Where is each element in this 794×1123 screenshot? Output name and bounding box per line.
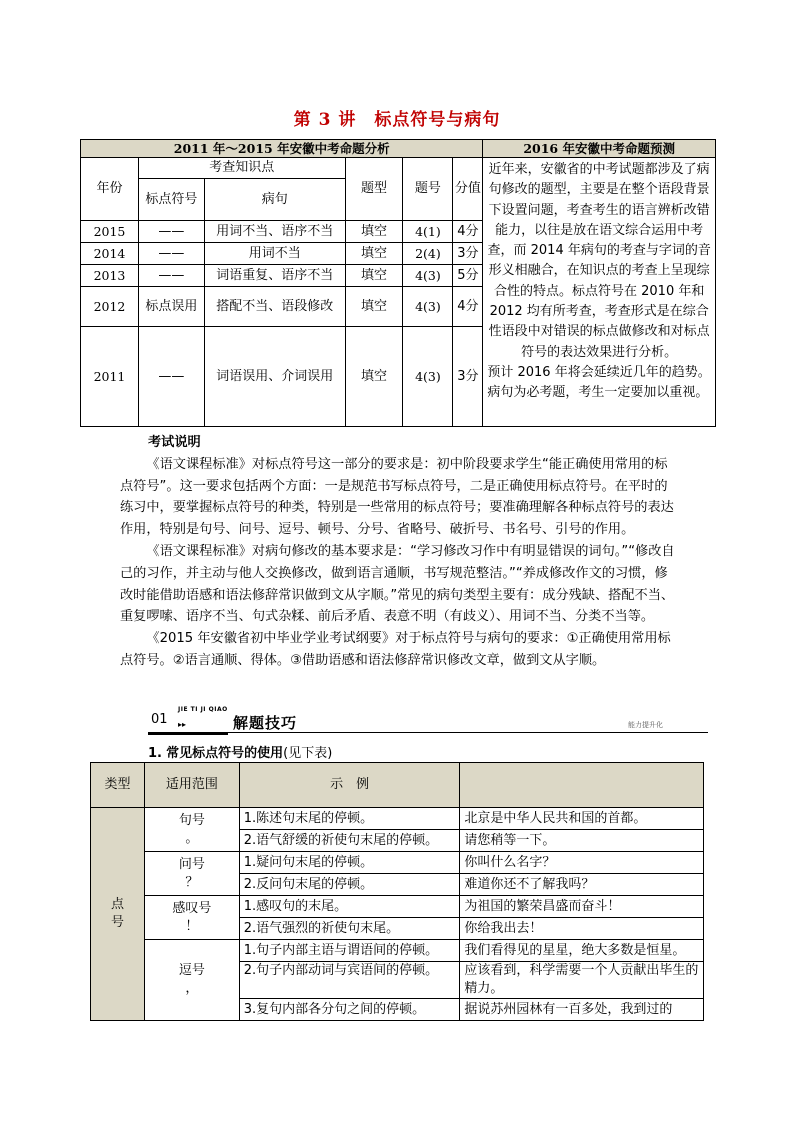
punct-cell: —— bbox=[138, 221, 204, 243]
qno-cell: 4(3) bbox=[403, 287, 453, 327]
usage-cell: 3.复句内部各分句之间的停顿。 bbox=[239, 999, 460, 1021]
punct-cell: —— bbox=[138, 243, 204, 265]
usage-cell: 1.陈述句末尾的停顿。 bbox=[239, 808, 460, 830]
table-row bbox=[91, 896, 704, 918]
year-cell: 2012 bbox=[81, 287, 139, 327]
punct-cell: —— bbox=[138, 265, 204, 287]
example-cell: 应该看到，科学需要一个人贡献出毕生的精力。 bbox=[460, 962, 704, 999]
type-label: 点号 bbox=[110, 897, 124, 930]
score-cell: 4分 bbox=[453, 287, 483, 327]
paragraph-sentence: 《语文课程标准》对病句修改的基本要求是：“学习修改习作中有明显错误的词句。”“修改自己的习作，并主动与他人交换修改，做到语言通顺，书写规范整洁。”“养成修改作文的习惯，修改时能借助语感和语法修辞常识做到文从字顺。”常见的病句类型主要有：成分残缺、搭配不当、重复啰嗦、语序不当、句式杂糅、前后矛盾、表意不明（有歧义）、用词不当、分类不当等。 bbox=[120, 543, 675, 625]
example-cell: 请您稍等一下。 bbox=[460, 830, 704, 852]
col-year: 年份 bbox=[81, 158, 139, 221]
qno-cell: 4(1) bbox=[403, 221, 453, 243]
example-cell: 难道你还不了解我吗？ bbox=[460, 874, 704, 896]
score-cell: 3分 bbox=[453, 327, 483, 427]
col-type: 题型 bbox=[345, 158, 403, 221]
mark-symbol: ？ bbox=[185, 874, 199, 890]
banner-number: 01 bbox=[151, 712, 168, 727]
table-row bbox=[91, 940, 704, 962]
page-title: 第 3 讲 标点符号与病句 bbox=[293, 110, 501, 130]
paragraph-punctuation: 《语文课程标准》对标点符号这一部分的要求是：初中阶段要求学生“能正确使用常用的标点符号”。这一要求包括两个方面：一是规范书写标点符号，二是正确使用标点符号。在平时的练习中，要掌握标点符号的种类，特别是一些常用的标点符号；要准确理解各种标点符号的表达作用，特别是句号、问号、逗号、顿号、分号、省略号、破折号、书名号、引号的作用。 bbox=[120, 456, 674, 538]
col-score: 分值 bbox=[453, 158, 483, 221]
table-row bbox=[91, 808, 704, 830]
mark-symbol: 。 bbox=[185, 830, 199, 846]
mark-cell-exclamation bbox=[144, 896, 239, 940]
mark-cell-question bbox=[144, 852, 239, 896]
usage-cell: 1.感叹句的末尾。 bbox=[239, 896, 460, 918]
mark-cell-period bbox=[144, 808, 239, 852]
usage-cell: 2.语气舒缓的祈使句末尾的停顿。 bbox=[239, 830, 460, 852]
prediction-conclusion: 预计 2016 年将会延续近几年的趋势。病句为必考题，考生一定要加以重视。 bbox=[487, 364, 711, 401]
example-cell: 我们看得见的星星，绝大多数是恒星。 bbox=[460, 940, 704, 962]
header-example: 示 例 bbox=[239, 763, 460, 808]
col-sentence: 病句 bbox=[204, 179, 345, 221]
banner-subtitle: 能力提升化 bbox=[628, 721, 663, 729]
mark-name: 感叹号 bbox=[172, 900, 212, 916]
type-cell bbox=[91, 808, 145, 1021]
score-cell: 3分 bbox=[453, 243, 483, 265]
qno-cell: 4(3) bbox=[403, 265, 453, 287]
sentence-cell: 搭配不当、语段修改 bbox=[204, 287, 345, 327]
punct-cell: —— bbox=[138, 327, 204, 427]
type-cell: 填空 bbox=[345, 287, 403, 327]
qno-cell: 2(4) bbox=[403, 243, 453, 265]
qno-cell: 4(3) bbox=[403, 327, 453, 427]
header-type: 类型 bbox=[91, 763, 145, 808]
mark-name: 句号 bbox=[178, 812, 205, 828]
mark-name: 逗号 bbox=[178, 963, 205, 978]
section-title: 常见标点符号的使用 bbox=[166, 746, 284, 761]
example-cell: 你给我出去！ bbox=[460, 918, 704, 940]
year-cell: 2014 bbox=[81, 243, 139, 265]
mark-name: 问号 bbox=[178, 856, 205, 872]
double-arrow-icon: ▸▸ bbox=[178, 720, 187, 729]
banner-accent-bar bbox=[148, 732, 228, 735]
type-cell: 填空 bbox=[345, 221, 403, 243]
year-cell: 2011 bbox=[81, 327, 139, 427]
col-qno: 题号 bbox=[403, 158, 453, 221]
sentence-cell: 用词不当、语序不当 bbox=[204, 221, 345, 243]
section-banner bbox=[148, 706, 708, 736]
analysis-header: 2011 年～2015 年安徽中考命题分析 bbox=[81, 140, 483, 158]
section-note: (见下表) bbox=[283, 746, 333, 761]
prediction-text: 近年来，安徽省的中考试题都涉及了病句修改的题型，主要是在整个语段背景下设置问题，考查考生的语言辨析改错能力，以往是放在语文综合运用中考查，而 2014 年病句的考查与字词的音形义相融合，在知识点的考查上呈现综合性的特点。标点符号在 2010 年和 2012 均有所考查，考查形式是在综合性语段中对错误的标点做修改和对标点符号的表达效果进行分析。 bbox=[487, 162, 711, 360]
mark-symbol: ！ bbox=[185, 918, 199, 934]
section-heading bbox=[148, 742, 332, 761]
usage-cell: 2.句子内部动词与宾语间的停顿。 bbox=[239, 962, 460, 999]
usage-cell: 2.语气强烈的祈使句末尾。 bbox=[239, 918, 460, 940]
year-cell: 2013 bbox=[81, 265, 139, 287]
usage-cell: 1.疑问句末尾的停顿。 bbox=[239, 852, 460, 874]
exam-description-heading: 考试说明 bbox=[148, 435, 201, 450]
example-cell: 据说苏州园林有一百多处，我到过的 bbox=[460, 999, 704, 1021]
year-cell: 2015 bbox=[81, 221, 139, 243]
col-punct: 标点符号 bbox=[138, 179, 204, 221]
paragraph-outline: 《2015 年安徽省初中毕业学业考试纲要》对于标点符号与病句的要求：①正确使用常用标点符号。②语言通顺、得体。③借助语感和语法修辞常识修改文章，做到文从字顺。 bbox=[120, 631, 671, 668]
sentence-cell: 词语重复、语序不当 bbox=[204, 265, 345, 287]
example-cell: 北京是中华人民共和国的首都。 bbox=[460, 808, 704, 830]
mark-symbol: ， bbox=[185, 981, 199, 996]
usage-cell: 1.句子内部主语与谓语间的停顿。 bbox=[239, 940, 460, 962]
prediction-cell bbox=[483, 158, 716, 427]
exam-analysis-table bbox=[80, 139, 716, 427]
example-cell: 你叫什么名字？ bbox=[460, 852, 704, 874]
exam-description bbox=[120, 432, 680, 672]
banner-pinyin: JIE TI JI QIAO bbox=[178, 706, 228, 713]
sentence-cell: 词语误用、介词误用 bbox=[204, 327, 345, 427]
sentence-cell: 用词不当 bbox=[204, 243, 345, 265]
punct-cell: 标点误用 bbox=[138, 287, 204, 327]
mark-cell-comma bbox=[144, 940, 239, 1021]
type-cell: 填空 bbox=[345, 265, 403, 287]
banner-title: 解题技巧 bbox=[233, 714, 298, 732]
score-cell: 5分 bbox=[453, 265, 483, 287]
punctuation-table bbox=[90, 762, 704, 1021]
col-knowledge: 考查知识点 bbox=[138, 158, 345, 179]
example-cell: 为祖国的繁荣昌盛而奋斗！ bbox=[460, 896, 704, 918]
header-blank bbox=[460, 763, 704, 808]
score-cell: 4分 bbox=[453, 221, 483, 243]
type-cell: 填空 bbox=[345, 243, 403, 265]
header-scope: 适用范围 bbox=[144, 763, 239, 808]
table-row bbox=[91, 852, 704, 874]
usage-cell: 2.反问句末尾的停顿。 bbox=[239, 874, 460, 896]
section-number: 1. bbox=[148, 746, 162, 761]
prediction-header: 2016 年安徽中考命题预测 bbox=[483, 140, 716, 158]
banner-rule bbox=[148, 732, 708, 733]
type-cell: 填空 bbox=[345, 327, 403, 427]
